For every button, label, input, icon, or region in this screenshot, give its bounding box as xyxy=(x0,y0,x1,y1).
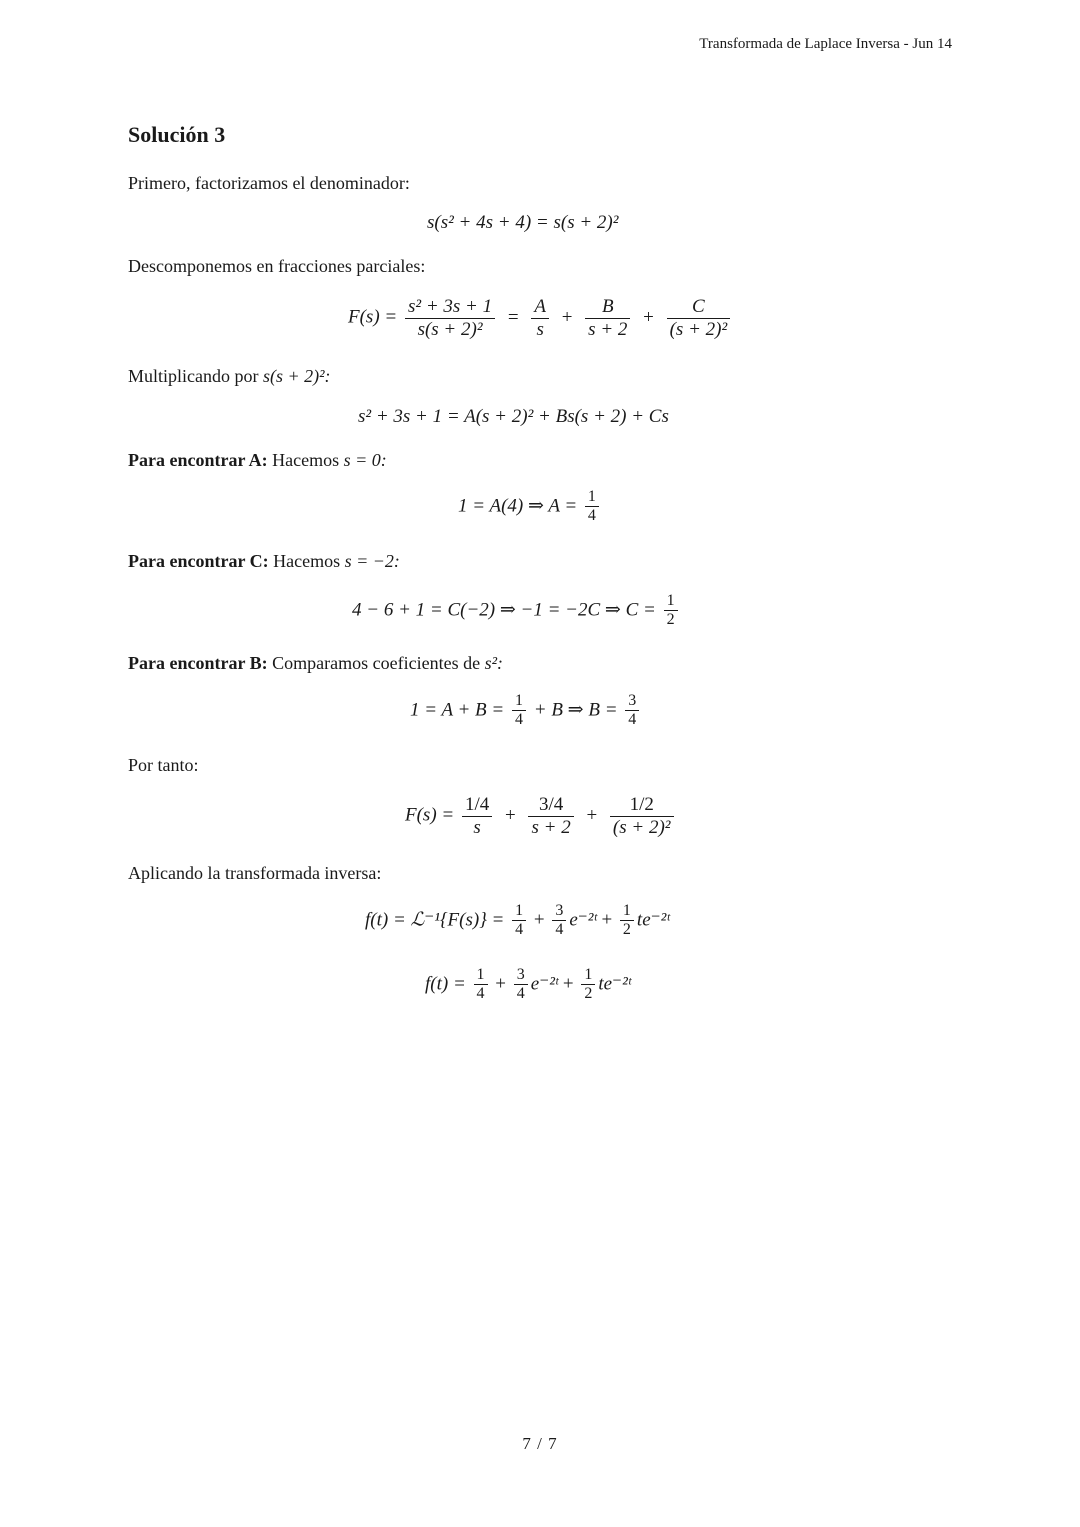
eq6-lhs: 1 = A + B = xyxy=(410,699,505,721)
eq7-fraction-1 xyxy=(462,794,492,839)
p6-math: s²: xyxy=(484,653,503,673)
eq6-f1-num: 1 xyxy=(515,692,523,709)
eq2-f3-den: s + 2 xyxy=(585,318,630,341)
paragraph-find-a xyxy=(128,450,387,471)
p5-bold: Para encontrar C: xyxy=(128,551,269,571)
eq8-lhs: f(t) = ℒ⁻¹{F(s)} = xyxy=(365,909,505,931)
p4-text: Hacemos xyxy=(272,450,340,470)
eq8-fraction-1 xyxy=(512,902,526,940)
eq7-f2-den: s + 2 xyxy=(528,816,573,839)
p4-math: s = 0: xyxy=(343,450,387,470)
eq7-fraction-2 xyxy=(528,794,573,839)
eq9-lhs: f(t) = xyxy=(425,973,466,995)
eq9-f2-den: 4 xyxy=(514,984,528,1003)
eq9-term-3: te⁻²ᵗ xyxy=(598,973,631,995)
paragraph-inverse: Aplicando la transformada inversa: xyxy=(128,863,382,883)
eq7-f3-num: 1/2 xyxy=(629,794,654,815)
p4-bold: Para encontrar A: xyxy=(128,450,268,470)
p3-text: Multiplicando por xyxy=(128,366,259,386)
eq8-f1-den: 4 xyxy=(512,920,526,939)
eq9-fraction-3 xyxy=(581,966,595,1004)
p5-text: Hacemos xyxy=(273,551,341,571)
eq2-fraction-4 xyxy=(667,296,731,341)
eq6-fraction-2 xyxy=(625,692,639,730)
eq7-f3-den: (s + 2)² xyxy=(610,816,674,839)
eq9-fraction-2 xyxy=(514,966,528,1004)
eq7-f1-num: 1/4 xyxy=(464,794,490,815)
eq5-num: 1 xyxy=(666,592,675,609)
eq4-num: 1 xyxy=(587,488,596,505)
eq7-fraction-3 xyxy=(610,794,674,839)
paragraph-therefore: Por tanto: xyxy=(128,755,199,775)
p6-text: Comparamos coeficientes de xyxy=(272,653,481,673)
eq2-f2-den: s xyxy=(531,318,549,341)
eq2-f4-den: (s + 2)² xyxy=(667,318,731,341)
eq5-den: 2 xyxy=(664,610,678,629)
eq6-f1-den: 4 xyxy=(512,710,526,729)
eq9-fraction-1 xyxy=(474,966,488,1004)
paragraph-multiply xyxy=(128,366,331,387)
eq9-f1-num: 1 xyxy=(476,966,485,983)
eq8-f1-num: 1 xyxy=(515,902,524,919)
eq6-f2-den: 4 xyxy=(625,710,639,729)
eq2-f3-num: B xyxy=(601,296,614,317)
eq8-f3-num: 1 xyxy=(622,902,631,919)
eq8-f3-den: 2 xyxy=(620,920,634,939)
eq4-lhs: 1 = A(4) ⇒ A = xyxy=(458,495,578,517)
eq8-term-3: te⁻²ᵗ xyxy=(636,909,670,931)
paragraph-partial-fractions: Descomponemos en fracciones parciales: xyxy=(128,256,426,276)
eq2-fraction-2 xyxy=(531,296,549,341)
equation-final-fractions: F(s) = $\frac{1/4}{s}$ + $\frac{3/4}{s + 2}$ + $\frac{1/2}{\text{(s + 2)²}}$ xyxy=(405,794,677,839)
p3-math: s(s + 2)²: xyxy=(262,366,331,386)
eq7-f1-den: s xyxy=(462,816,492,839)
paragraph-find-c xyxy=(128,551,400,572)
eq6-f2-num: 3 xyxy=(628,692,637,709)
eq7-f2-num: 3/4 xyxy=(538,794,564,815)
equation-solve-c xyxy=(352,592,681,630)
equation-inverse-transform: f(t) = ℒ⁻¹{F(s)} = $\frac{1}{4}$ + $\frac{3}{4}$ e⁻²ᵗ + $\frac{1}{2}$ te⁻²ᵗ xyxy=(365,902,670,939)
eq8-term-2: e⁻²ᵗ xyxy=(569,909,597,931)
eq2-fraction-1 xyxy=(405,296,495,341)
eq9-f3-den: 2 xyxy=(581,984,595,1003)
eq5-fraction xyxy=(664,592,678,630)
eq9-f1-den: 4 xyxy=(474,984,488,1003)
eq9-f2-num: 3 xyxy=(516,966,525,983)
equation-factorization: s(s² + 4s + 4) = s(s + 2)² xyxy=(427,212,619,233)
equation-solve-a xyxy=(458,488,602,526)
equation-expanded: s² + 3s + 1 = A(s + 2)² + Bs(s + 2) + Cs xyxy=(358,406,669,427)
paragraph-factor: Primero, factorizamos el denominador: xyxy=(128,173,410,193)
eq8-fraction-3 xyxy=(620,902,634,940)
equation-solve-b xyxy=(410,692,642,730)
eq2-f1-num: s² + 3s + 1 xyxy=(407,296,493,317)
p6-bold: Para encontrar B: xyxy=(128,653,268,673)
section-title: Solución 3 xyxy=(128,122,226,147)
paragraph-find-b xyxy=(128,653,503,674)
eq2-f4-num: C xyxy=(692,296,705,317)
eq8-fraction-2 xyxy=(552,902,566,940)
p5-math: s = −2: xyxy=(344,551,400,571)
eq9-term-2: e⁻²ᵗ xyxy=(530,973,559,995)
eq2-lhs: F(s) = xyxy=(348,306,398,328)
eq5-lhs: 4 − 6 + 1 = C(−2) ⇒ −1 = −2C ⇒ C = xyxy=(352,599,656,621)
eq2-fraction-3 xyxy=(585,296,630,341)
eq7-lhs: F(s) = xyxy=(405,804,455,826)
eq6-fraction-1 xyxy=(512,692,526,730)
eq2-f2-num: A xyxy=(534,296,546,317)
eq8-f2-num: 3 xyxy=(555,902,564,919)
running-header: Transformada de Laplace Inversa - Jun 14 xyxy=(699,36,952,52)
equation-decomposition: F(s) = $\frac{\text{s² + 3s + 1}}{\text{s(s + 2)²}}$ = $\frac{A}{s}$ + $\frac{B}{s + 2}$ + $\frac{C}{\text{(s + 2)²}}$ xyxy=(348,296,733,341)
equation-final-result: f(t) = $\frac{1}{4}$ + $\frac{3}{4}$ e⁻²ᵗ + $\frac{1}{2}$ te⁻²ᵗ xyxy=(425,966,631,1003)
eq9-f3-num: 1 xyxy=(584,966,593,983)
eq4-fraction xyxy=(585,488,599,526)
eq6-mid: + B ⇒ B = xyxy=(533,699,618,721)
page-number: 7 / 7 xyxy=(522,1434,558,1453)
eq4-den: 4 xyxy=(585,506,599,525)
eq8-f2-den: 4 xyxy=(552,920,566,939)
eq2-f1-den: s(s + 2)² xyxy=(405,318,495,341)
